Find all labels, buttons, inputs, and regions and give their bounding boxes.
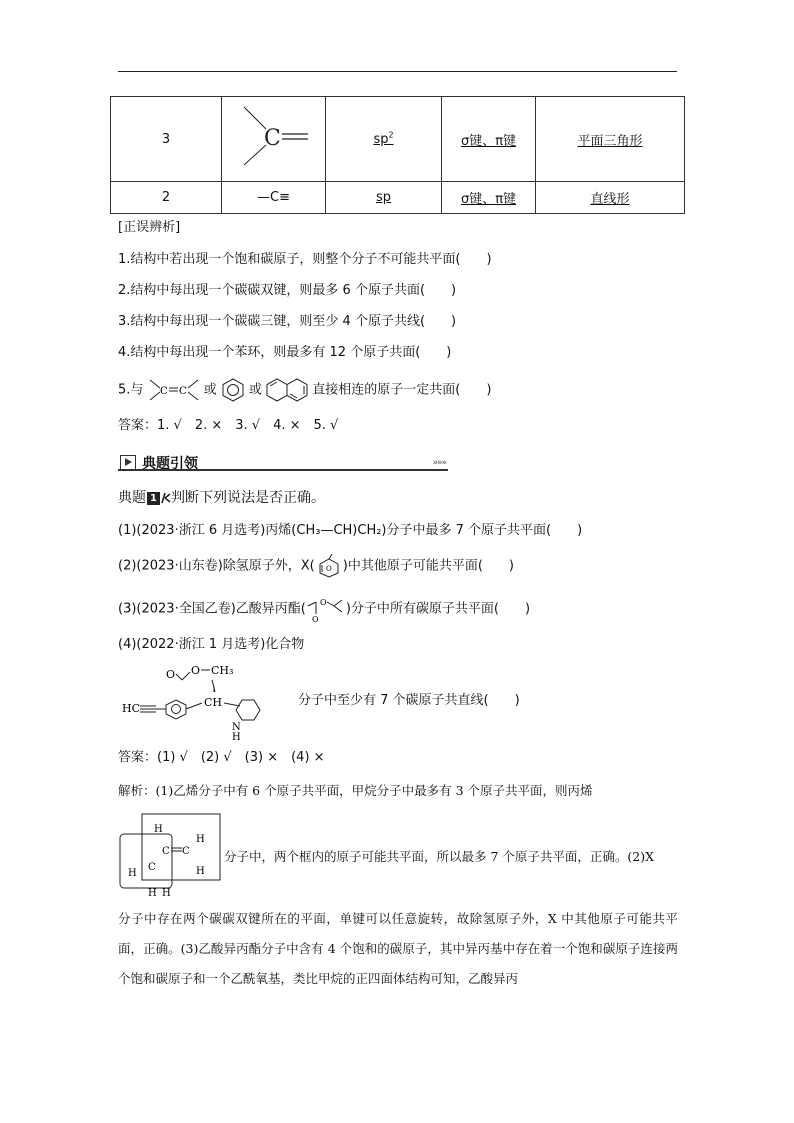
item5-prefix: 5.与 bbox=[118, 382, 144, 398]
example-q1: (1)(2023·浙江 6 月选考)丙烯(CH₃—CH)CH₂)分子中最多 7 个原子共平面( ) bbox=[118, 523, 583, 538]
table-cell-count: 2 bbox=[111, 182, 222, 214]
item5-suffix: 直接相连的原子一定共面( ) bbox=[312, 382, 492, 398]
trigonal-carbon-structure bbox=[224, 97, 324, 177]
isopropyl-acetate-icon bbox=[306, 596, 346, 622]
atom-ch3: CH₃ bbox=[211, 664, 234, 677]
table-cell-bonds bbox=[442, 97, 536, 182]
atom-c: C bbox=[162, 846, 170, 857]
atom-h: H bbox=[154, 824, 163, 835]
svg-text:O: O bbox=[325, 565, 332, 573]
solution-p3: 分子中存在两个碳碳双键所在的平面，单键可以任意旋转，故除氢原子外，X 中其他原子可能共平面，正确。(3)乙酸异丙酯分子中含有 4 个饱和的碳原子，其中异丙基中存在着一个饱和碳原子连接两个饱和碳原子和一个乙酰氧基，类比甲烷的正四面体结构可知，乙酸异丙 bbox=[118, 911, 678, 986]
example-q3 bbox=[118, 596, 530, 623]
molecular-shape: 平面三角形 bbox=[577, 133, 643, 149]
analysis-item-3: 3.结构中每出现一个碳碳三键，则至少 4 个原子共线( ) bbox=[118, 314, 457, 329]
chevrons-icon: »»» bbox=[432, 458, 446, 468]
q4-compound-structure bbox=[118, 660, 298, 740]
table-cell-structure: —C≡ bbox=[222, 182, 326, 214]
atom-ch: CH bbox=[204, 696, 223, 709]
atom-h: H bbox=[196, 834, 205, 845]
example-q2 bbox=[118, 554, 514, 579]
analysis-item-1: 1.结构中若出现一个饱和碳原子，则整个分子不可能共平面( ) bbox=[118, 252, 492, 267]
section-header bbox=[118, 452, 448, 472]
example-badge: 1 bbox=[147, 492, 160, 505]
atom-c: C bbox=[182, 846, 190, 857]
example-q4-suffix: 分子中至少有 7 个碳原子共直线( ) bbox=[298, 693, 520, 708]
atom-h: H bbox=[148, 888, 157, 899]
atom-h: H bbox=[162, 888, 171, 899]
example-prefix: 典题 bbox=[118, 490, 146, 506]
table-cell-count: 3 bbox=[111, 97, 222, 182]
example-text: 判断下列说法是否正确。 bbox=[170, 490, 325, 506]
hybridization-table bbox=[110, 96, 685, 214]
hybrid-type: sp bbox=[375, 190, 392, 205]
table-cell-hybridization bbox=[326, 97, 442, 182]
solution-p2: 分子中，两个框内的原子可能共平面，所以最多 7 个原子共平面，正确。(2)X bbox=[224, 849, 655, 864]
table-row bbox=[111, 97, 685, 182]
item5-or: 或 bbox=[203, 382, 217, 398]
example-q4: (4)(2022·浙江 1 月选考)化合物 bbox=[118, 637, 305, 652]
analysis-title: [正误辨析] bbox=[118, 220, 181, 235]
table-cell-structure bbox=[222, 97, 326, 182]
hybrid-type: sp bbox=[373, 132, 389, 148]
atom-o: O bbox=[166, 668, 176, 681]
table-cell-bonds bbox=[442, 182, 536, 214]
atom-h: H bbox=[196, 866, 205, 877]
header-rule bbox=[118, 71, 677, 72]
molecular-shape: 直线形 bbox=[590, 192, 630, 207]
q2-prefix: (2)(2023·山东卷)除氢原子外，X( bbox=[118, 558, 315, 574]
benzene-ring-icon bbox=[221, 378, 245, 402]
atom-n: N bbox=[232, 722, 241, 733]
svg-text:O: O bbox=[319, 598, 327, 607]
alkene-fragment-icon bbox=[148, 378, 200, 402]
pyran-ring-icon bbox=[315, 554, 343, 578]
svg-text:C: C bbox=[159, 386, 168, 397]
analysis-item-5 bbox=[118, 378, 491, 403]
svg-text:O: O bbox=[311, 615, 319, 622]
atom-o: O bbox=[191, 664, 201, 677]
q3-prefix: (3)(2023·全国乙卷)乙酸异丙酯( bbox=[118, 601, 306, 617]
hybrid-superscript: 2 bbox=[388, 130, 394, 140]
bond-types: σ键、π键 bbox=[460, 192, 517, 207]
propene-structure bbox=[118, 812, 222, 900]
q3-suffix: )分子中所有碳原子共平面( ) bbox=[345, 601, 531, 617]
analysis-item-2: 2.结构中每出现一个碳碳双键，则最多 6 个原子共面( ) bbox=[118, 283, 457, 298]
carbon-atom-label: C bbox=[263, 126, 281, 151]
table-cell-shape bbox=[536, 182, 685, 214]
table-cell-shape bbox=[536, 97, 685, 182]
section-title: 典题引领 bbox=[142, 456, 198, 472]
analysis-item-4: 4.结构中每出现一个苯环，则最多有 12 个原子共面( ) bbox=[118, 345, 452, 360]
table-row bbox=[111, 182, 685, 214]
analysis-answer: 答案：1. √ 2. × 3. √ 4. × 5. √ bbox=[118, 418, 339, 433]
item5-or: 或 bbox=[248, 382, 262, 398]
atom-c: C bbox=[148, 862, 156, 873]
atom-hc: HC bbox=[122, 702, 141, 715]
solution-p1: 解析：(1)乙烯分子中有 6 个原子共平面，甲烷分子中最多有 3 个原子共平面，则丙烯 bbox=[118, 783, 593, 798]
example-intro bbox=[118, 489, 325, 507]
pen-icon bbox=[161, 492, 171, 504]
bond-types: σ键、π键 bbox=[460, 133, 517, 149]
section-rule bbox=[118, 469, 448, 471]
naphthalene-icon bbox=[266, 378, 308, 402]
example-answer: 答案：(1) √ (2) √ (3) × (4) × bbox=[118, 750, 325, 765]
atom-h: H bbox=[232, 732, 241, 740]
table-cell-hybridization bbox=[326, 182, 442, 214]
play-icon bbox=[120, 455, 136, 470]
q2-suffix: )中其他原子可能共平面( ) bbox=[342, 558, 514, 574]
svg-text:C: C bbox=[178, 386, 187, 397]
atom-h: H bbox=[128, 868, 137, 879]
